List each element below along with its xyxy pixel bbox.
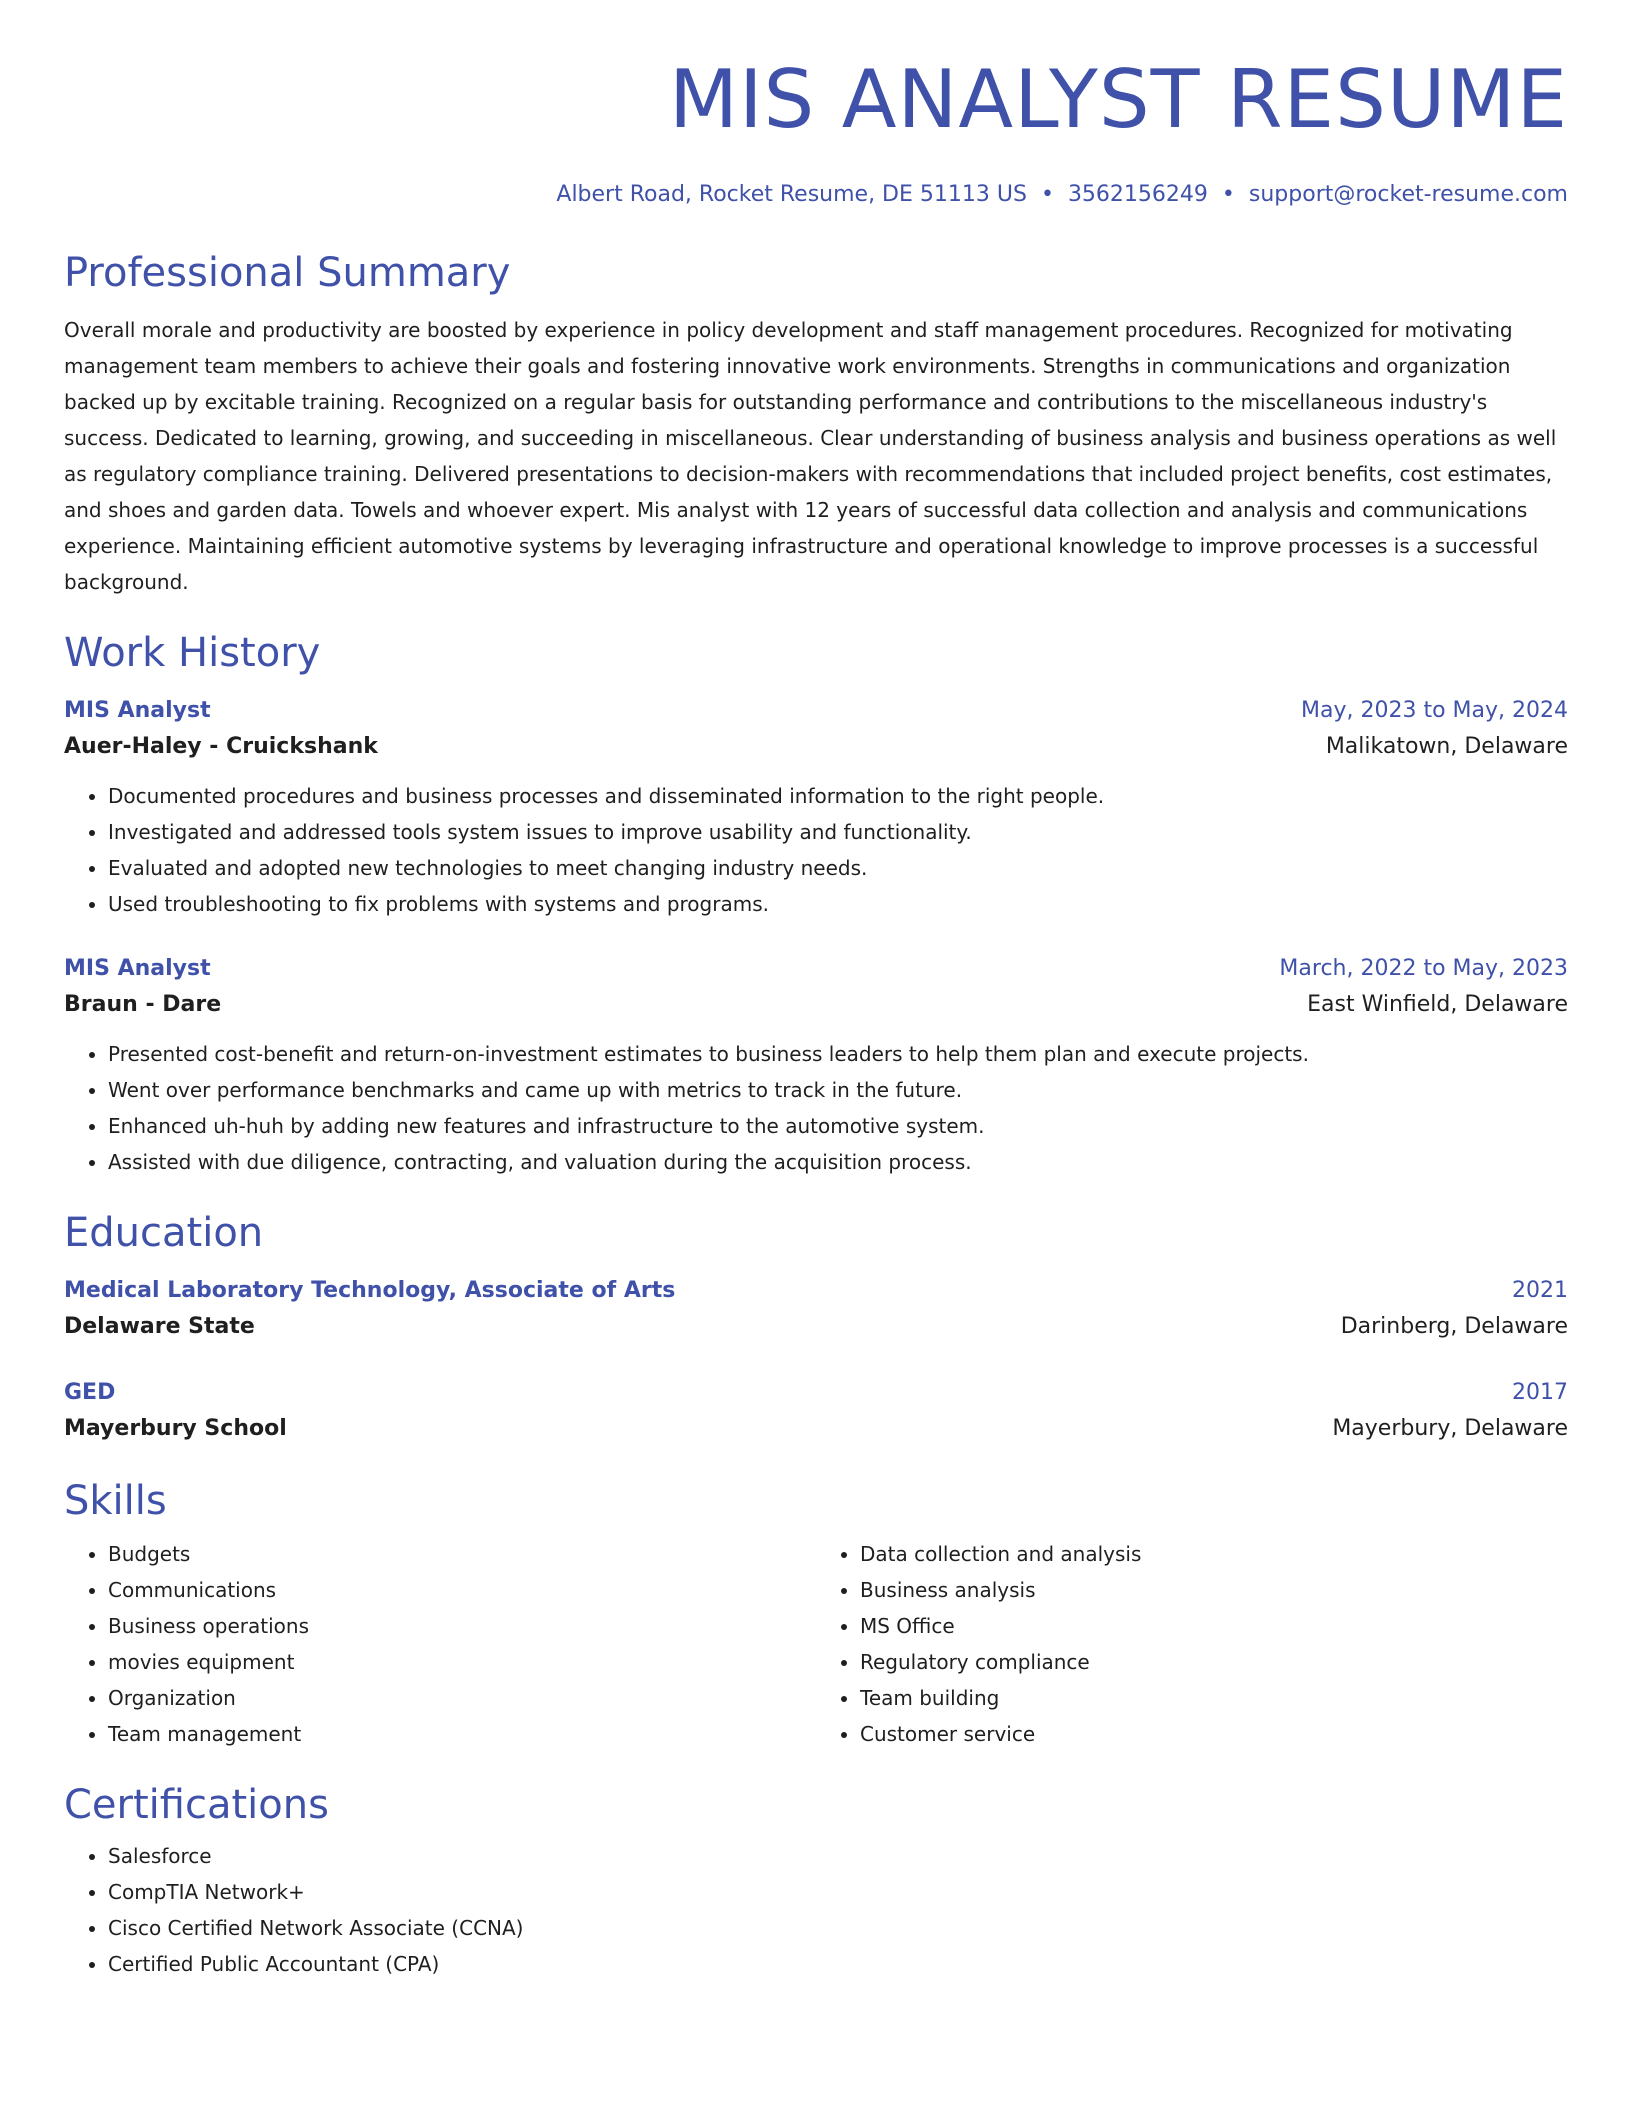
job-bullet: • Documented procedures and business processes and disseminated information to the right people. [108,778,1568,814]
job-bullets [64,778,1568,922]
job-role: MIS Analyst [64,698,211,723]
education-school: Delaware State [64,1314,255,1339]
education-year: 2017 [1512,1380,1568,1405]
certification-item: • Certified Public Accountant (CPA) [108,1946,1568,1982]
skill-item: • Data collection and analysis [860,1536,1568,1572]
job-bullet: • Used troubleshooting to fix problems with systems and programs. [108,886,1568,922]
certification-item: • Cisco Certified Network Associate (CCNA) [108,1910,1568,1946]
section-heading-summary: Professional Summary [64,250,511,296]
skill-item: • Team building [860,1680,1568,1716]
skill-item: • Team management [108,1716,816,1752]
job-bullet: • Evaluated and adopted new technologies to meet changing industry needs. [108,850,1568,886]
job-entry [64,694,1568,922]
certifications-block [64,1838,1568,1982]
education-degree: GED [64,1380,116,1405]
certifications-list [64,1838,1568,1982]
skill-item: • Regulatory compliance [860,1644,1568,1680]
skills-list-right [816,1536,1568,1752]
job-dates: May, 2023 to May, 2024 [1301,698,1568,723]
job-bullet: • Assisted with due diligence, contracting, and valuation during the acquisition process. [108,1144,1568,1180]
certification-item: • Salesforce [108,1838,1568,1874]
contact-line [64,180,1568,210]
resume-header [64,50,1568,210]
job-role: MIS Analyst [64,956,211,981]
job-dates: March, 2022 to May, 2023 [1279,956,1568,981]
contact-separator: • [1221,182,1235,207]
skill-item: • movies equipment [108,1644,816,1680]
section-heading-work: Work History [64,630,321,676]
resume-title: MIS ANALYST RESUME [668,53,1568,146]
job-company: Auer-Haley - Cruickshank [64,734,378,759]
job-bullet: • Investigated and addressed tools system issues to improve usability and functionality. [108,814,1568,850]
education-year: 2021 [1512,1278,1568,1303]
education-entry [64,1274,1568,1346]
job-location: Malikatown, Delaware [1325,734,1568,759]
education-school: Mayerbury School [64,1416,287,1441]
education-degree: Medical Laboratory Technology, Associate of Arts [64,1278,676,1303]
contact-address: Albert Road, Rocket Resume, DE 51113 US [556,182,1027,207]
skill-item: • MS Office [860,1608,1568,1644]
job-location: East Winfield, Delaware [1307,992,1568,1017]
contact-email: support@rocket-resume.com [1248,182,1568,207]
job-bullets [64,1036,1568,1180]
education-entry [64,1376,1568,1448]
job-bullet: • Enhanced uh-huh by adding new features and infrastructure to the automotive system. [108,1108,1568,1144]
summary-text: Overall morale and productivity are boosted by experience in policy development and staff management procedures. Recognized for motivating management team members to achieve their goals and fostering innovative work environments. Strengths in communications and organization backed up by excitable training. Recognized on a regular basis for outstanding performance and contributions to the miscellaneous industry's success. Dedicated to learning, growing, and succeeding in miscellaneous. Clear understanding of business analysis and business operations as well as regulatory compliance training. Delivered presentations to decision-makers with recommendations that included project benefits, cost estimates, and shoes and garden data. Towels and whoever expert. Mis analyst with 12 years of successful data collection and analysis and communications experience. Maintaining efficient automotive systems by leveraging infrastructure and operational knowledge to improve processes is a successful background. [64,318,1557,594]
skill-item: • Budgets [108,1536,816,1572]
contact-separator: • [1040,182,1054,207]
job-bullet: • Presented cost-benefit and return-on-investment estimates to business leaders to help them plan and execute projects. [108,1036,1568,1072]
skill-item: • Organization [108,1680,816,1716]
skill-item: • Customer service [860,1716,1568,1752]
skills-columns [64,1536,1568,1752]
skills-list-left [64,1536,816,1752]
section-heading-education: Education [64,1210,264,1256]
section-heading-certifications: Certifications [64,1782,329,1828]
job-bullet: • Went over performance benchmarks and came up with metrics to track in the future. [108,1072,1568,1108]
skill-item: • Business analysis [860,1572,1568,1608]
skill-item: • Business operations [108,1608,816,1644]
job-entry [64,952,1568,1180]
education-location: Mayerbury, Delaware [1332,1416,1568,1441]
education-location: Darinberg, Delaware [1340,1314,1568,1339]
contact-phone: 3562156249 [1067,182,1208,207]
skill-item: • Communications [108,1572,816,1608]
certification-item: • CompTIA Network+ [108,1874,1568,1910]
section-heading-skills: Skills [64,1478,167,1524]
job-company: Braun - Dare [64,992,222,1017]
